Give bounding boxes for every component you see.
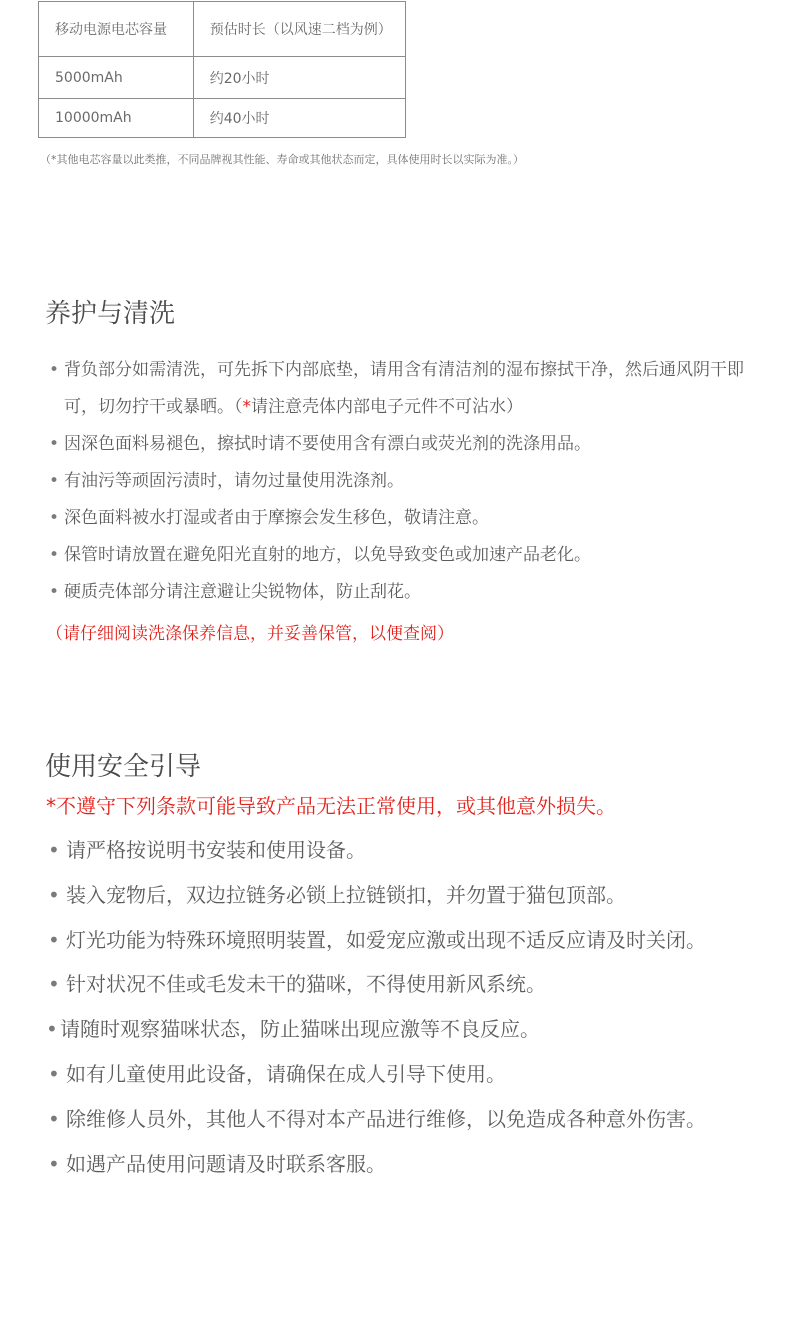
list-item [46, 352, 766, 426]
table-cell-duration: 约40小时 [193, 99, 405, 138]
bullet-dot: • [46, 1017, 58, 1042]
list-item [46, 873, 776, 918]
safety-item-text: 请随时观察猫咪状态，防止猫咪出现应激等不良反应。 [60, 1017, 540, 1042]
care-item-text: 有油污等顽固污渍时，请勿过量使用洗涤剂。 [64, 471, 404, 491]
bullet-dot: • [48, 972, 60, 997]
table-cell-capacity: 10000mAh [39, 99, 194, 138]
list-item [46, 500, 766, 537]
list-item [46, 537, 766, 574]
bullet-dot: • [48, 1151, 60, 1176]
list-item [46, 1052, 776, 1097]
bullet-dot: • [48, 882, 60, 907]
care-item-text: 硬质壳体部分请注意避让尖锐物体，防止刮花。 [64, 582, 421, 602]
care-item-text: 保管时请放置在避免阳光直射的地方，以免导致变色或加速产品老化。 [64, 545, 591, 565]
list-item [46, 962, 776, 1007]
table-header-duration: 预估时长（以风速二档为例） [193, 2, 405, 57]
list-item [46, 426, 766, 463]
care-section-title: 养护与清洗 [45, 299, 176, 329]
care-notice: （请仔细阅读洗涤保养信息，并妥善保管，以便查阅） [46, 624, 454, 644]
asterisk-mark: * [242, 397, 251, 417]
table-header-capacity: 移动电源电芯容量 [39, 2, 194, 57]
care-instructions-list [46, 352, 766, 611]
bullet-dot: • [49, 360, 60, 380]
care-item-text: 因深色面料易褪色，擦拭时请不要使用含有漂白或荧光剂的洗涤用品。 [64, 434, 591, 454]
bullet-dot: • [49, 582, 60, 602]
table-row [39, 99, 406, 138]
bullet-dot: • [48, 838, 60, 862]
table-cell-capacity: 5000mAh [39, 57, 194, 99]
bullet-dot: • [49, 434, 60, 454]
safety-item-text: 针对状况不佳或毛发未干的猫咪，不得使用新风系统。 [66, 972, 546, 997]
table-header-row [39, 2, 406, 57]
list-item [46, 918, 776, 963]
bullet-dot: • [48, 1106, 60, 1131]
bullet-dot: • [49, 471, 60, 491]
table-row [39, 57, 406, 99]
care-item-text: 深色面料被水打湿或者由于摩擦会发生移色，敬请注意。 [64, 508, 489, 528]
table-footnote: （*其他电芯容量以此类推，不同品牌视其性能、寿命或其他状态而定，具体使用时长以实际为准。） [40, 153, 524, 166]
safety-item-text: 灯光功能为特殊环境照明装置，如爱宠应激或出现不适反应请及时关闭。 [66, 927, 706, 952]
safety-item-text: 装入宠物后，双边拉链务必锁上拉链锁扣，并勿置于猫包顶部。 [66, 882, 626, 907]
safety-item-text: 除维修人员外，其他人不得对本产品进行维修，以免造成各种意外伤害。 [66, 1106, 706, 1131]
safety-section-title: 使用安全引导 [45, 752, 202, 782]
battery-duration-table [38, 1, 406, 138]
bullet-dot: • [48, 927, 60, 952]
safety-item-text: 如有儿童使用此设备，请确保在成人引导下使用。 [66, 1061, 506, 1086]
safety-guide-list [46, 828, 776, 1186]
safety-warning: *不遵守下列条款可能导致产品无法正常使用，或其他意外损失。 [46, 794, 616, 818]
safety-item-text: 如遇产品使用问题请及时联系客服。 [66, 1151, 386, 1176]
bullet-dot: • [48, 1061, 60, 1086]
list-item [46, 1007, 776, 1052]
care-item-tail: 请注意壳体内部电子元件不可沾水） [251, 397, 523, 417]
list-item [46, 463, 766, 500]
bullet-dot: • [49, 508, 60, 528]
list-item [46, 574, 766, 611]
bullet-dot: • [49, 545, 60, 565]
list-item [46, 1142, 776, 1187]
list-item [46, 828, 776, 873]
list-item [46, 1097, 776, 1142]
table-cell-duration: 约20小时 [193, 57, 405, 99]
care-item-text: 背负部分如需清洗，可先拆下内部底垫，请用含有清洁剂的湿布擦拭干净，然后通风阴干即可，切勿拧干或暴晒。（ [64, 360, 744, 417]
safety-item-text: 请严格按说明书安装和使用设备。 [66, 838, 366, 862]
